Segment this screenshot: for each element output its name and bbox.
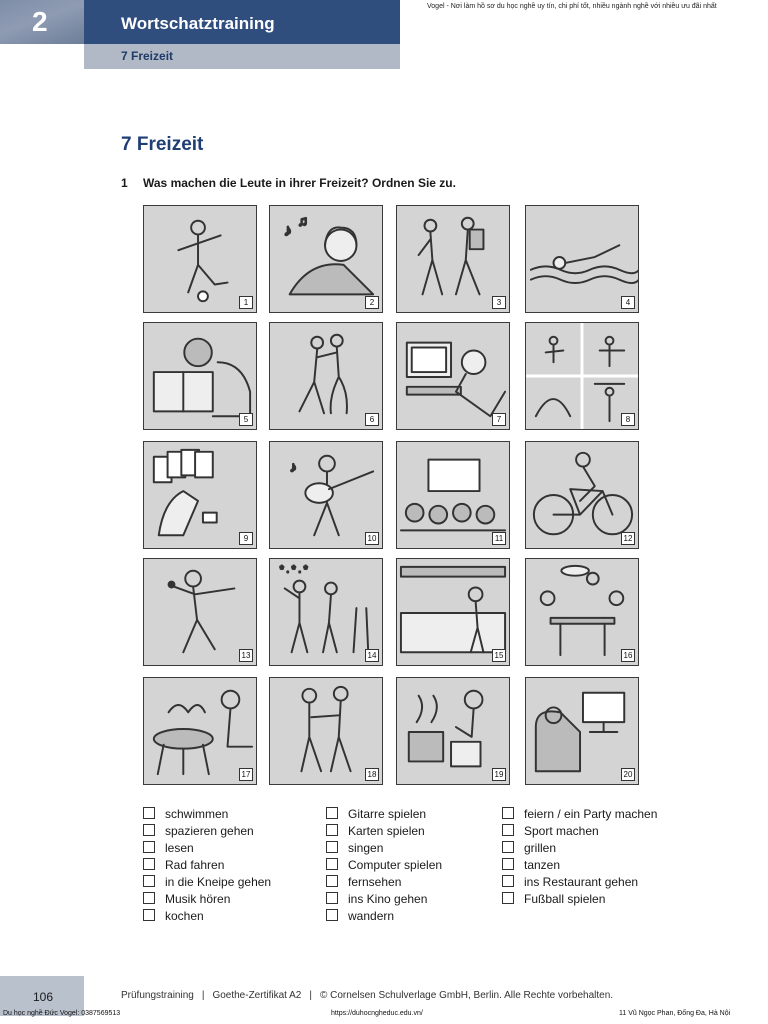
picture-tile	[396, 558, 510, 666]
task-number: 1	[121, 176, 128, 190]
picture-number: 7	[492, 413, 506, 426]
picture-number: 12	[621, 532, 635, 545]
picture-tile	[525, 558, 639, 666]
option-item[interactable]: lesen	[143, 840, 271, 857]
picture-tile	[269, 441, 383, 549]
picture-number: 2	[365, 296, 379, 309]
svg-text:♪: ♪	[283, 222, 292, 240]
picture-tile	[143, 322, 257, 430]
option-item[interactable]: ins Restaurant gehen	[502, 874, 657, 891]
checkbox[interactable]	[326, 807, 338, 819]
picture-number: 3	[492, 296, 506, 309]
picture-number: 6	[365, 413, 379, 426]
option-item[interactable]: Musik hören	[143, 891, 271, 908]
checkbox[interactable]	[143, 841, 155, 853]
checkbox[interactable]	[143, 909, 155, 921]
picture-tile	[396, 677, 510, 785]
picture-number: 9	[239, 532, 253, 545]
checkbox[interactable]	[326, 858, 338, 870]
picture-tile	[269, 205, 383, 313]
svg-text:♪: ♪	[289, 459, 297, 475]
checkbox[interactable]	[326, 841, 338, 853]
picture-number: 5	[239, 413, 253, 426]
watermark-bottom-right: 11 Vũ Ngọc Phan, Đống Đa, Hà Nội	[619, 1010, 731, 1017]
checkbox[interactable]	[502, 824, 514, 836]
picture-number: 19	[492, 768, 506, 781]
picture-tile	[143, 441, 257, 549]
picture-number: 14	[365, 649, 379, 662]
picture-number: 4	[621, 296, 635, 309]
picture-grid	[143, 205, 639, 781]
checkbox[interactable]	[326, 892, 338, 904]
picture-tile	[525, 677, 639, 785]
options-column-1	[143, 806, 271, 925]
picture-tile	[143, 677, 257, 785]
option-item[interactable]: Gitarre spielen	[326, 806, 442, 823]
picture-tile	[396, 322, 510, 430]
picture-number: 1	[239, 296, 253, 309]
option-item[interactable]: schwimmen	[143, 806, 271, 823]
option-item[interactable]: spazieren gehen	[143, 823, 271, 840]
picture-number: 11	[492, 532, 506, 545]
checkbox[interactable]	[326, 909, 338, 921]
checkbox[interactable]	[326, 875, 338, 887]
picture-tile	[143, 558, 257, 666]
checkbox[interactable]	[143, 892, 155, 904]
picture-tile	[143, 205, 257, 313]
task-instruction	[121, 176, 456, 190]
svg-text:♫: ♫	[297, 213, 308, 229]
svg-text:* . * . *: * . * . *	[279, 564, 308, 576]
option-item[interactable]: Computer spielen	[326, 857, 442, 874]
footer-credits: Prüfungstraining | Goethe-Zertifikat A2 | © Cornelsen Schulverlage GmbH, Berlin. Alle Rechte vorbehalten.	[121, 990, 614, 1001]
option-item[interactable]: kochen	[143, 908, 271, 925]
option-item[interactable]: ins Kino gehen	[326, 891, 442, 908]
watermark-top: Vogel - Nơi làm hồ sơ du học nghề uy tín, chi phí tốt, nhiều ngành nghề với nhiều ưu đãi nhất	[427, 3, 717, 10]
option-item[interactable]: Rad fahren	[143, 857, 271, 874]
option-item[interactable]: Sport machen	[502, 823, 657, 840]
options-column-2	[326, 806, 442, 925]
option-item[interactable]: wandern	[326, 908, 442, 925]
option-item[interactable]: in die Kneipe gehen	[143, 874, 271, 891]
page-number: 106	[33, 990, 54, 1004]
checkbox[interactable]	[502, 841, 514, 853]
section-title: 7 Freizeit	[121, 134, 204, 155]
picture-number: 13	[239, 649, 253, 662]
checkbox[interactable]	[502, 858, 514, 870]
picture-tile	[525, 441, 639, 549]
chapter-title: Wortschatztraining	[84, 0, 400, 44]
picture-tile	[525, 322, 639, 430]
picture-number: 18	[365, 768, 379, 781]
picture-tile	[396, 441, 510, 549]
picture-tile	[525, 205, 639, 313]
option-item[interactable]: Karten spielen	[326, 823, 442, 840]
task-text: Was machen die Leute in ihrer Freizeit? Ordnen Sie zu.	[143, 176, 456, 190]
checkbox[interactable]	[143, 875, 155, 887]
picture-number: 15	[492, 649, 506, 662]
option-item[interactable]: feiern / ein Party machen	[502, 806, 657, 823]
watermark-bottom-center[interactable]: https://duhocngheduc.edu.vn/	[331, 1010, 423, 1017]
checkbox[interactable]	[143, 807, 155, 819]
options-column-3	[502, 806, 657, 908]
checkbox[interactable]	[326, 824, 338, 836]
checkbox[interactable]	[502, 892, 514, 904]
watermark-bottom-left: Du học nghề Đức Vogel: 0387569513	[3, 1010, 121, 1017]
chapter-subtitle: 7 Freizeit	[84, 44, 400, 69]
picture-tile	[269, 558, 383, 666]
checkbox[interactable]	[143, 824, 155, 836]
checkbox[interactable]	[502, 807, 514, 819]
picture-number: 10	[365, 532, 379, 545]
option-item[interactable]: tanzen	[502, 857, 657, 874]
picture-tile	[269, 322, 383, 430]
picture-tile	[396, 205, 510, 313]
picture-number: 20	[621, 768, 635, 781]
picture-number: 17	[239, 768, 253, 781]
option-item[interactable]: Fußball spielen	[502, 891, 657, 908]
checkbox[interactable]	[143, 858, 155, 870]
checkbox[interactable]	[502, 875, 514, 887]
picture-tile	[269, 677, 383, 785]
picture-number: 8	[621, 413, 635, 426]
chapter-number: 2	[0, 0, 84, 44]
option-item[interactable]: grillen	[502, 840, 657, 857]
option-item[interactable]: fernsehen	[326, 874, 442, 891]
option-item[interactable]: singen	[326, 840, 442, 857]
picture-number: 16	[621, 649, 635, 662]
